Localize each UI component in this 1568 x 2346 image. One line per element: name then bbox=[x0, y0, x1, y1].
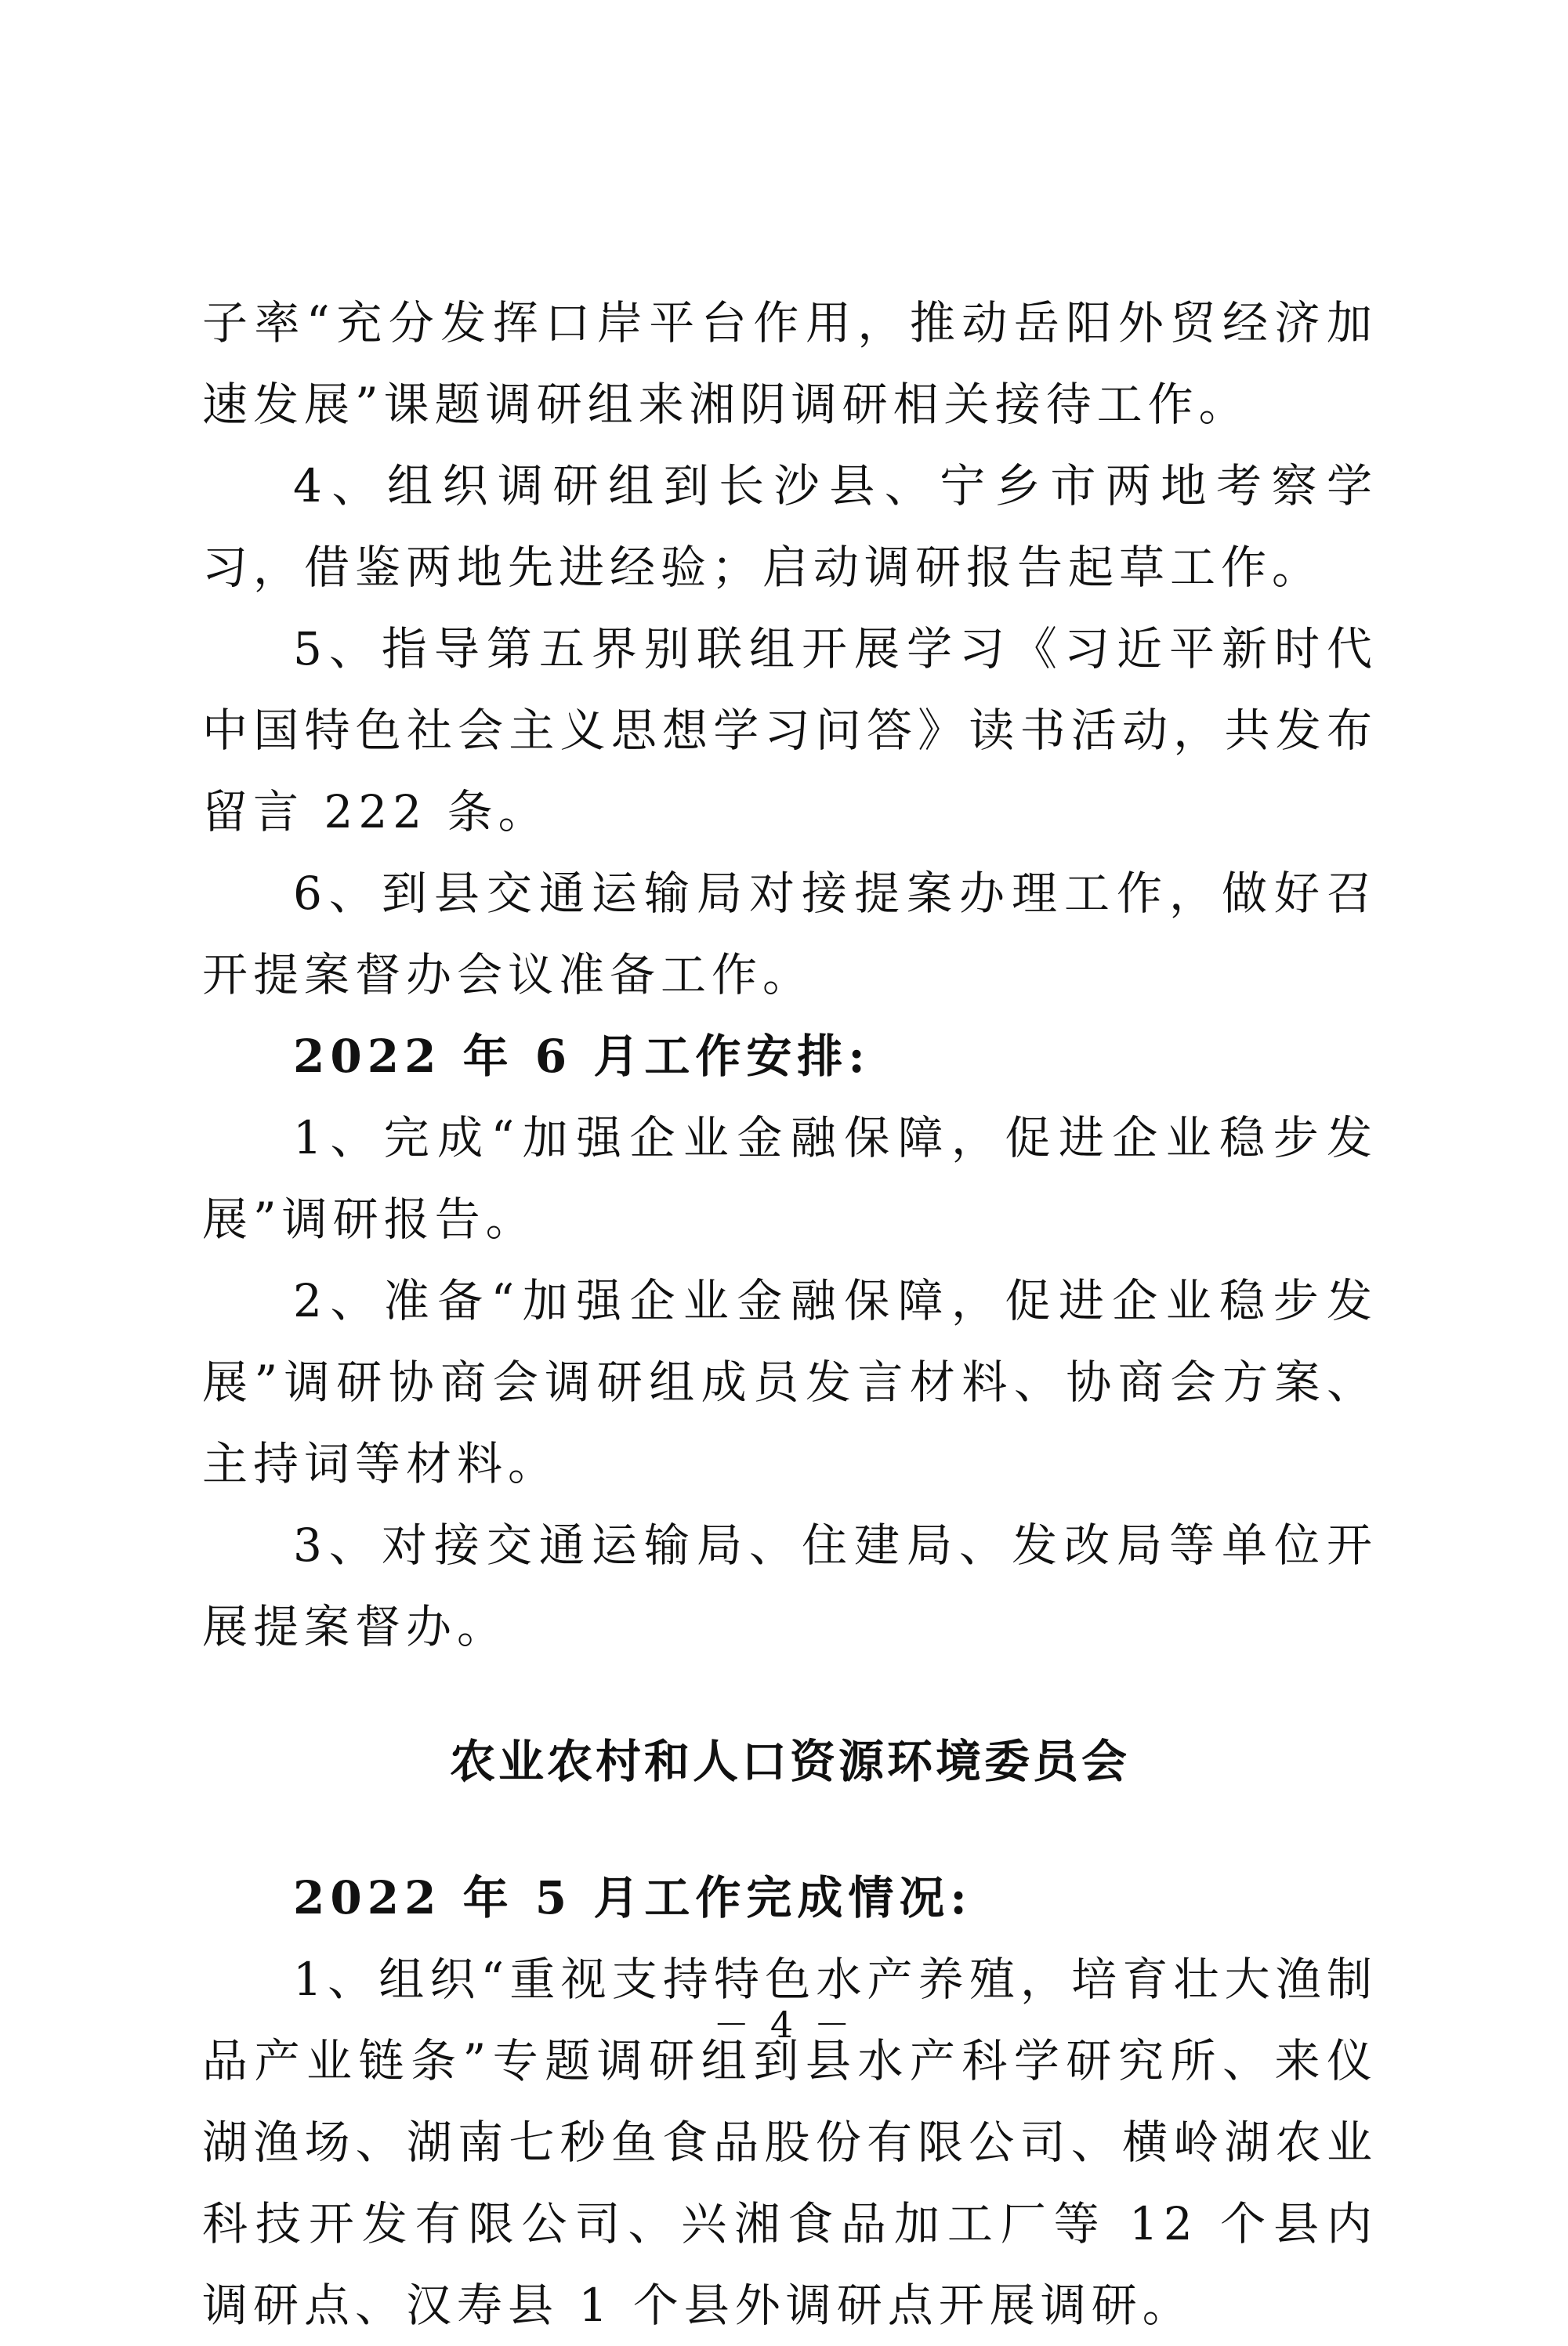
section-title: 农业农村和人口资源环境委员会 bbox=[449, 1735, 1130, 1788]
may-done-heading: 2022 年 5 月工作完成情况: bbox=[293, 1871, 972, 1924]
paragraph-continuation: 子率“充分发挥口岸平台作用，推动岳阳外贸经济加速发展”课题调研组来湘阴调研相关接待工作。 bbox=[202, 296, 1378, 431]
paragraph-item-6: 6、到县交通运输局对接提案办理工作，做好召开提案督办会议准备工作。 bbox=[202, 867, 1378, 1001]
june-plan-item-2: 2、准备“加强企业金融保障，促进企业稳步发展”调研协商会调研组成员发言材料、协商会方案、主持词等材料。 bbox=[202, 1274, 1378, 1490]
paragraph-item-5: 5、指导第五界别联组开展学习《习近平新时代中国特色社会主义思想学习问答》读书活动，共发布留言 222 条。 bbox=[202, 622, 1378, 838]
june-plan-heading: 2022 年 6 月工作安排: bbox=[293, 1030, 871, 1083]
page-number: － 4 － bbox=[713, 2004, 855, 2046]
paragraph-item-4: 4、组织调研组到长沙县、宁乡市两地考察学习，借鉴两地先进经验；启动调研报告起草工作。 bbox=[202, 459, 1378, 594]
june-plan-item-1: 1、完成“加强企业金融保障，促进企业稳步发展”调研报告。 bbox=[202, 1111, 1378, 1246]
june-plan-item-3: 3、对接交通运输局、住建局、发改局等单位开展提案督办。 bbox=[202, 1519, 1378, 1653]
may-done-item-1: 1、组织“重视支持特色水产养殖，培育壮大渔制品产业链条”专题调研组到县水产科学研究所、来仪湖渔场、湖南七秒鱼食品股份有限公司、横岭湖农业科技开发有限公司、兴湘食品加工厂等 12 个县内调研点、汉寿县 1 个县外调研点开展调研。 bbox=[202, 1953, 1378, 2332]
